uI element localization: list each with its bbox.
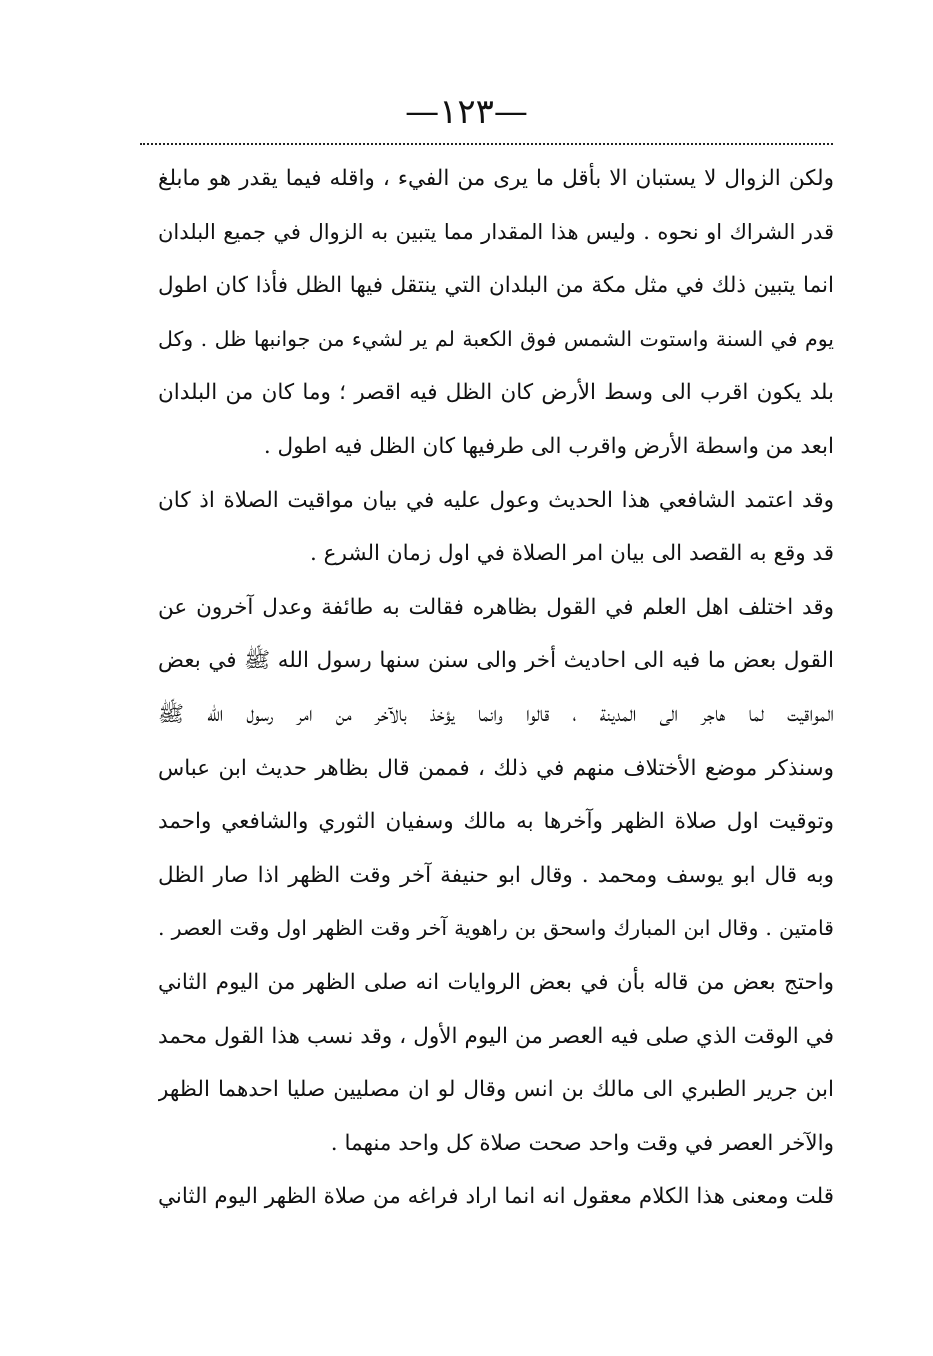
text-line: ابعد من واسطة الأرض واقرب الى طرفيها كان الظل فيه اطول .: [263, 433, 834, 459]
text-line: بلد يكون اقرب الى وسط الأرض كان الظل فيه اقصر ؛ وما كان من البلدان: [158, 380, 834, 406]
text-line: وبه قال ابو يوسف ومحمد . وقال ابو حنيفة آخر وقت الظهر اذا صار الظل: [158, 862, 834, 888]
text-line: قد وقع به القصد الى بيان امر الصلاة في اول زمان الشرع .: [309, 541, 834, 567]
text-line: واحتج بعض من قاله بأن في بعض الروايات انه صلى الظهر من اليوم الثاني: [158, 969, 834, 995]
text-body: [158, 152, 834, 1224]
text-line: ولكن الزوال لا يستبان الا بأقل ما يرى من الفيء ، واقله فيما يقدر هو مابلغ: [158, 166, 834, 191]
page-number: —١٢٣—: [405, 92, 528, 132]
header-rule: [140, 143, 833, 145]
text-line: قلت ومعنى هذا الكلام معقول انه انما اراد فراغه من صلاة الظهر اليوم الثاني: [158, 1184, 834, 1210]
text-line: في الوقت الذي صلى فيه العصر من اليوم الأول ، وقد نسب هذا القول محمد: [158, 1023, 834, 1049]
text-line: قدر الشراك او نحوه . وليس هذا المقدار مما يتبين به الزوال في جميع البلدان: [158, 219, 834, 244]
text-line: قامتين . وقال ابن المبارك واسحق بن راهوية آخر وقت الظهر اول وقت العصر .: [158, 916, 834, 941]
text-line: انما يتبين ذلك في مثل مكة من البلدان التي ينتقل فيها الظل فأذا كان اطول: [158, 273, 834, 299]
text-line: وسنذكر موضع الأختلاف منهم في ذلك ، فممن قال بظاهر حديث ابن عباس: [158, 755, 834, 781]
text-line: والآخر العصر في وقت واحد صحت صلاة كل واحد منهما .: [330, 1130, 834, 1156]
text-line: وقد اختلف اهل العلم في القول بظاهره فقالت به طائفة وعدل آخرون عن: [158, 594, 834, 620]
text-line: القول بعض ما فيه الى احاديث أخر والى سنن سنها رسول الله ﷺ في بعض: [158, 648, 834, 674]
text-line: وقد اعتمد الشافعي هذا الحديث وعول عليه في بيان مواقيت الصلاة اذ كان: [158, 487, 834, 513]
text-line: المواقيت لما هاجر الى المدينة ، قالوا وانما يؤخذ بالآخر من امر رسول الله ﷺ: [158, 701, 834, 727]
text-line: يوم في السنة واستوت الشمس فوق الكعبة لم ير لشيء من جوانبها ظل . وكل: [158, 326, 834, 351]
text-line: ابن جرير الطبري الى مالك بن انس وقال لو ان مصليين صليا احدهما الظهر: [158, 1077, 834, 1103]
text-line: وتوقيت اول صلاة الظهر وآخرها به مالك وسفيان الثوري والشافعي واحمد: [158, 809, 834, 835]
